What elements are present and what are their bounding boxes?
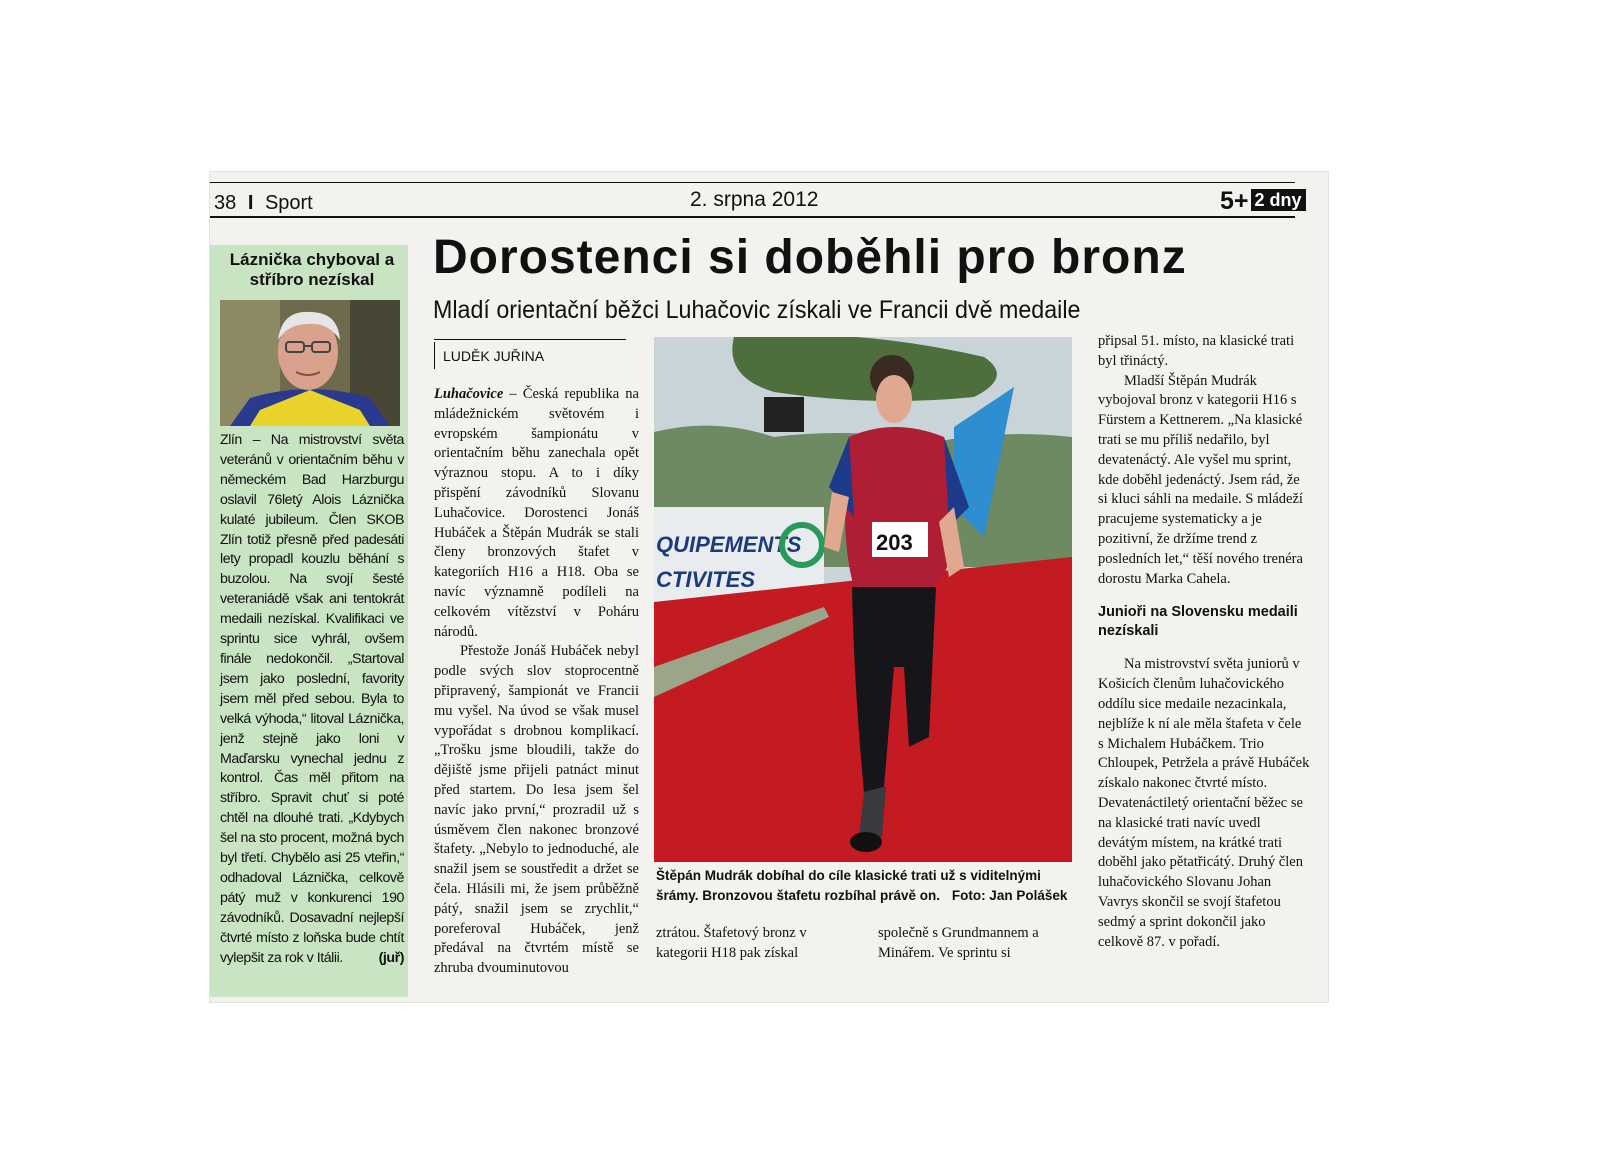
sidebar-box (210, 245, 408, 997)
col3-paragraph-3: Na mistrovství světa juniorů v Košicích členům luhačovického oddílu sice medaile nezacinkala, nejblíže k ní ale měla štafeta v čele s Michalem Hubáčkem. Trio Chloupek, Petržela a právě Hubáček získalo nakonec čtvrté místo. Devatenáctiletý orientační běžec se na klasické trati navíc uvedl devátým místem, na krátké trati doběhl jako pětatřicátý. Druhý člen luhačovického Slovanu Johan Vavrys skončil se svojí štafetou sedmý a sprint dokončil jako celkově 87. v pořadí. (1098, 656, 1310, 950)
page-number: 38 (214, 192, 237, 214)
bib-number: 203 (876, 530, 913, 555)
header-rule (210, 216, 1295, 218)
page-header: 38 I Sport (214, 192, 313, 214)
main-photo (654, 337, 1072, 862)
photo-caption (656, 866, 1076, 906)
banner-text-1: QUIPEMENTS (656, 532, 802, 557)
top-rule (210, 182, 1295, 183)
col3-paragraph-2: Mladší Štěpán Mudrák vybojoval bronz v kategorii H16 s Fürstem a Kettnerem. „Na klasické trati se mu příliš nedařilo, byl devatenáctý. Ale vyšel mu sprint, kde doběhl jedenáctý. Jsem rád, že si kluci sáhli na medaile. S mládeží pracujeme systematicky a je pozitivní, že držíme trend z posledních let,“ těší nového trenéra dorostu Marka Cahela. (1098, 372, 1303, 587)
newspaper-logo (1220, 187, 1306, 216)
dateline: Luhačovice (434, 386, 504, 402)
article-column-2a: ztrátou. Štafetový bronz v kategorii H18 pak získal (656, 925, 807, 961)
photo-credit: Foto: Jan Polášek (951, 888, 1068, 903)
article-subheadline: Mladí orientační běžci Luhačovic získali ve Francii dvě medaile (433, 296, 1081, 324)
article-column-3 (1098, 332, 1310, 952)
sidebar-signature: (juř) (378, 949, 404, 966)
logo-main: 5+ (1220, 187, 1249, 215)
col3-paragraph-1: připsal 51. místo, na klasické trati byl třináctý. (1098, 333, 1295, 369)
byline: LUDĚK JUŘINA (434, 342, 544, 369)
article-headline: Dorostenci si doběhli pro bronz (433, 231, 1187, 284)
section-name: Sport (264, 192, 313, 214)
logo-box: 2 dny (1251, 189, 1306, 211)
byline-rule (434, 339, 626, 340)
article-subheading: Junioři na Slovensku medaili nezískali (1098, 604, 1298, 640)
banner-text-2: CTIVITES (656, 567, 756, 592)
sidebar-title: Láznička chyboval a stříbro nezískal (229, 250, 395, 289)
portrait-image (220, 300, 400, 426)
runner-photo (654, 337, 1072, 862)
paragraph-2: Přestože Jonáš Hubáček nebyl podle svých slov stoprocentně připravený, šampionát ve Francii mu vyšel. Na úvod se však musel vypořádat s drobnou komplikací. „Trošku jsme bloudili, takže do dějiště jsme přijeli patnáct minut před startem. Do lesa jsem šel navíc jako první,“ prozradil už s úsměvem člen nakonec bronzové štafety. „Nebylo to jednoduché, ale snažil jsem se soustředit a držet se čela. Hlásili mi, že jsem průběžně pátý, snažil jsem se zrychlit,“ poreferoval Hubáček, jenž předával na čtvrtém místě se zhruba dvouminutovou (434, 643, 639, 977)
article-column-1 (434, 385, 639, 979)
newspaper-clipping (210, 172, 1328, 1002)
sidebar-article-text (220, 431, 404, 968)
issue-date: 2. srpna 2012 (690, 188, 819, 211)
article-column-2b: společně s Grundmannem a Minářem. Ve sprintu si (878, 925, 1039, 961)
sidebar-body: Zlín – Na mistrovství světa veteránů v orientačním běhu v německém Bad Harzburgu oslavil 76letý Alois Láznička kulaté jubileum. Člen SKOB Zlín totiž přesně před padesáti lety propadl kouzlu běhání s buzolou. Na svojí šesté veteraniádě však ani tentokrát medaili nezískal. Kvalifikaci ve sprintu sice vyhrál, ovšem finále nedokončil. „Startoval jsem jako poslední, favority jsem měl před sebou. Byla to velká výhoda,“ litoval Láznička, jenž stejně jako loni v Maďarsku vynechal jednu z kontrol. Čas měl přitom na stříbro. Spravit chuť si poté chtěl na dlouhé trati. „Kdybych šel na sto procent, možná bych byl třetí. Chybělo asi 25 vteřin,“ odhadoval Láznička, celkově pátý muž v konkurenci 190 závodníků. Dosavadní nejlepší čtvrté místo z loňska bude chtít vylepšit za rok v Itálii. (220, 432, 404, 966)
portrait-photo (220, 300, 400, 426)
paragraph-1: – Česká republika na mládežnickém světovém i evropském šampionátu v orientačním běhu zanechala opět výraznou stopu. A to i díky přispění závodníků Slovanu Luhačovice. Dorostenci Jonáš Hubáček a Štěpán Mudrák se stali členy bronzových štafet v kategoriích H16 a H18. Oba se navíc významně podíleli na celkovém vítězství v Poháru národů. (434, 386, 639, 640)
caption-text: Štěpán Mudrák dobíhal do cíle klasické trati už s viditelnými šrámy. Bronzovou štafetu rozbíhal právě on. (656, 868, 1041, 903)
